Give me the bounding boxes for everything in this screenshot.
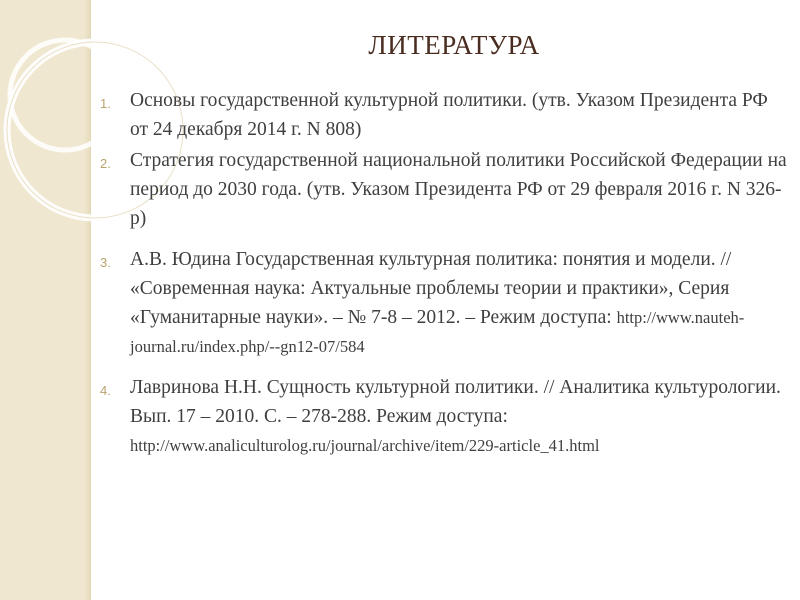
reference-number: 1. [100,96,111,111]
reference-url[interactable]: http://www.analiculturolog.ru/journal/archive/item/229-article_41.html [130,436,600,455]
reference-url[interactable]: http://www.nauteh-journal.ru/index.php/--gn12-07/584 [130,308,745,356]
reference-text: А.В. Юдина Государственная культурная политика: понятия и модели. // «Современная наука: Актуальные проблемы теории и практики», Серия «Гуманитарные науки». – № 7-8 – 2012. – Режим доступа: [130,249,732,328]
reference-number: 3. [100,255,111,270]
reference-item [100,373,790,460]
reference-item [100,86,790,144]
slide-title: ЛИТЕРАТУРА [368,30,540,60]
reference-text: Лавринова Н.Н. Сущность культурной политики. // Аналитика культурологии. Вып. 17 – 2010. С. – 278-288. Режим доступа: [130,377,781,427]
reference-item [100,146,790,233]
reference-number: 2. [100,156,111,171]
reference-text: Основы государственной культурной политики. (утв. Указом Президента РФ от 24 декабря 2014 г. N 808) [130,90,768,140]
reference-list [100,86,790,460]
reference-text: Стратегия государственной национальной политики Российской Федерации на период до 2030 года. (утв. Указом Президента РФ от 29 февраля 2016 г. N 326-р) [130,150,787,229]
reference-item [100,245,790,361]
reference-number: 4. [100,383,111,398]
